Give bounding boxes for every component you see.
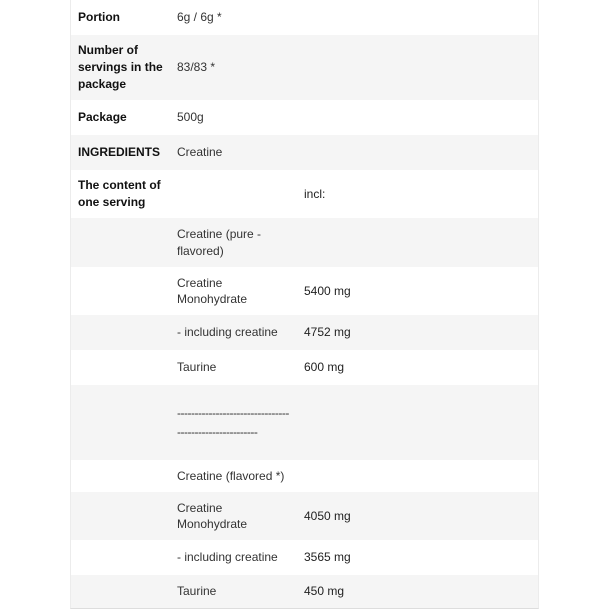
row-amount: 4050 mg [304, 508, 351, 523]
table-row [71, 100, 538, 135]
row-amount: 450 mg [304, 584, 345, 598]
row-value: Taurine [177, 584, 217, 599]
table-row [71, 218, 538, 267]
row-value: ------------------------------------------------------- [177, 405, 289, 439]
table-row [71, 35, 538, 100]
row-amount: 4752 mg [304, 325, 351, 339]
table-row [71, 0, 538, 35]
row-value: Creatine (pure - flavored) [177, 227, 262, 258]
table-row [71, 315, 538, 350]
table-row [71, 492, 538, 540]
row-value: Creatine [177, 145, 223, 160]
row-label: The content of one serving [78, 178, 161, 209]
row-label: Portion [78, 10, 120, 24]
row-value: 83/83 * [177, 60, 216, 75]
row-amount: 3565 mg [304, 550, 351, 564]
table-row [71, 350, 538, 385]
table-row [71, 460, 538, 492]
nutrition-table [70, 0, 539, 609]
row-value: Creatine (flavored *) [177, 468, 285, 483]
table-row [71, 135, 538, 170]
row-value: Creatine Monohydrate [177, 500, 248, 531]
table-row [71, 540, 538, 575]
row-amount: incl: [304, 186, 326, 201]
row-value: Taurine [177, 360, 217, 375]
table-row [71, 575, 538, 608]
row-label: Package [78, 110, 127, 124]
row-amount: 600 mg [304, 360, 345, 374]
table-row [71, 267, 538, 315]
row-value: 6g / 6g * [177, 10, 222, 25]
row-label: INGREDIENTS [78, 145, 161, 159]
row-value: 500g [177, 110, 204, 125]
row-label: Number of servings in the package [78, 43, 163, 91]
table-row [71, 385, 538, 460]
row-value: - including creatine [177, 325, 278, 340]
row-value: Creatine Monohydrate [177, 275, 248, 306]
row-value: - including creatine [177, 550, 278, 565]
table-row [71, 170, 538, 218]
row-amount: 5400 mg [304, 283, 351, 298]
